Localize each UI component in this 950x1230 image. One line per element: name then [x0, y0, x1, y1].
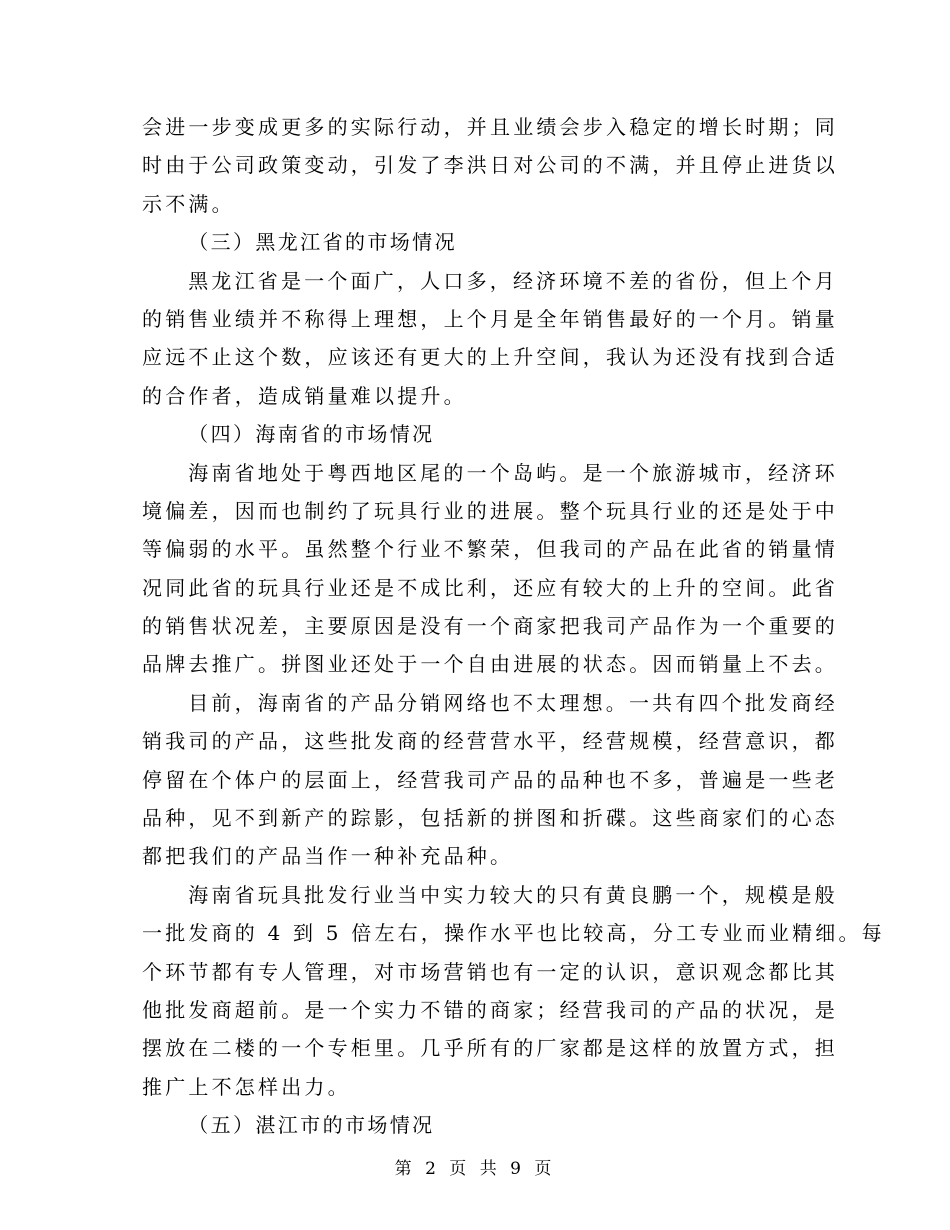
- text-line: 他批发商超前。是一个实力不错的商家；经营我司的产品的状况，是: [142, 997, 838, 1022]
- page-number-footer: 第 2 页 共 9 页: [394, 1159, 556, 1179]
- text-line: 黑龙江省是一个面广，人口多，经济环境不差的省份，但上个月: [188, 268, 838, 293]
- text-line: 个环节都有专人管理，对市场营销也有一定的认识，意识观念都比其: [142, 959, 838, 984]
- text-line: 推广上不怎样出力。: [142, 1074, 351, 1099]
- text-line: 况同此省的玩具行业还是不成比利，还应有较大的上升的空间。此省: [142, 575, 838, 600]
- section-heading: （五）湛江市的市场情况: [188, 1113, 435, 1138]
- text-line: 境偏差，因而也制约了玩具行业的进展。整个玩具行业的还是处于中: [142, 498, 838, 523]
- text-line: 摆放在二楼的一个专柜里。几乎所有的厂家都是这样的放置方式，担: [142, 1036, 838, 1061]
- text-line: 的销售业绩并不称得上理想，上个月是全年销售最好的一个月。销量: [142, 306, 838, 331]
- text-line: 停留在个体户的层面上，经营我司产品的品种也不多，普遍是一些老: [142, 767, 838, 792]
- section-heading: （三）黑龙江省的市场情况: [188, 230, 457, 255]
- text-line: 等偏弱的水平。虽然整个行业不繁荣，但我司的产品在此省的销量情: [142, 537, 838, 562]
- text-line: 应远不止这个数，应该还有更大的上升空间，我认为还没有找到合适: [142, 345, 838, 370]
- text-line: 的合作者，造成销量难以提升。: [142, 383, 467, 408]
- text-line: 示不满。: [142, 191, 235, 216]
- text-line: 海南省玩具批发行业当中实力较大的只有黄良鹏一个，规模是般: [188, 882, 838, 907]
- text-line: 销我司的产品，这些批发商的经营营水平，经营规模，经营意识，都: [142, 729, 838, 754]
- text-line: 的销售状况差，主要原因是没有一个商家把我司产品作为一个重要的: [142, 614, 838, 639]
- text-line: 品种，见不到新产的踪影，包括新的拼图和折碟。这些商家们的心态: [142, 806, 838, 831]
- text-line: 海南省地处于粤西地区尾的一个岛屿。是一个旅游城市，经济环: [188, 460, 838, 485]
- section-heading: （四）海南省的市场情况: [188, 422, 435, 447]
- text-line: 会进一步变成更多的实际行动，并且业绩会步入稳定的增长时期；同: [142, 115, 838, 139]
- text-line: 目前，海南省的产品分销网络也不太理想。一共有四个批发商经: [188, 690, 838, 715]
- text-line: 品牌去推广。拼图业还处于一个自由进展的状态。因而销量上不去。: [142, 652, 838, 677]
- text-line: 都把我们的产品当作一种补充品种。: [142, 844, 514, 869]
- text-line: 时由于公司政策变动，引发了李洪日对公司的不满，并且停止进货以: [142, 153, 838, 178]
- text-line: 一批发商的 4 到 5 倍左右，操作水平也比较高，分工专业而业精细。每: [142, 921, 885, 946]
- document-body: [142, 108, 885, 1145]
